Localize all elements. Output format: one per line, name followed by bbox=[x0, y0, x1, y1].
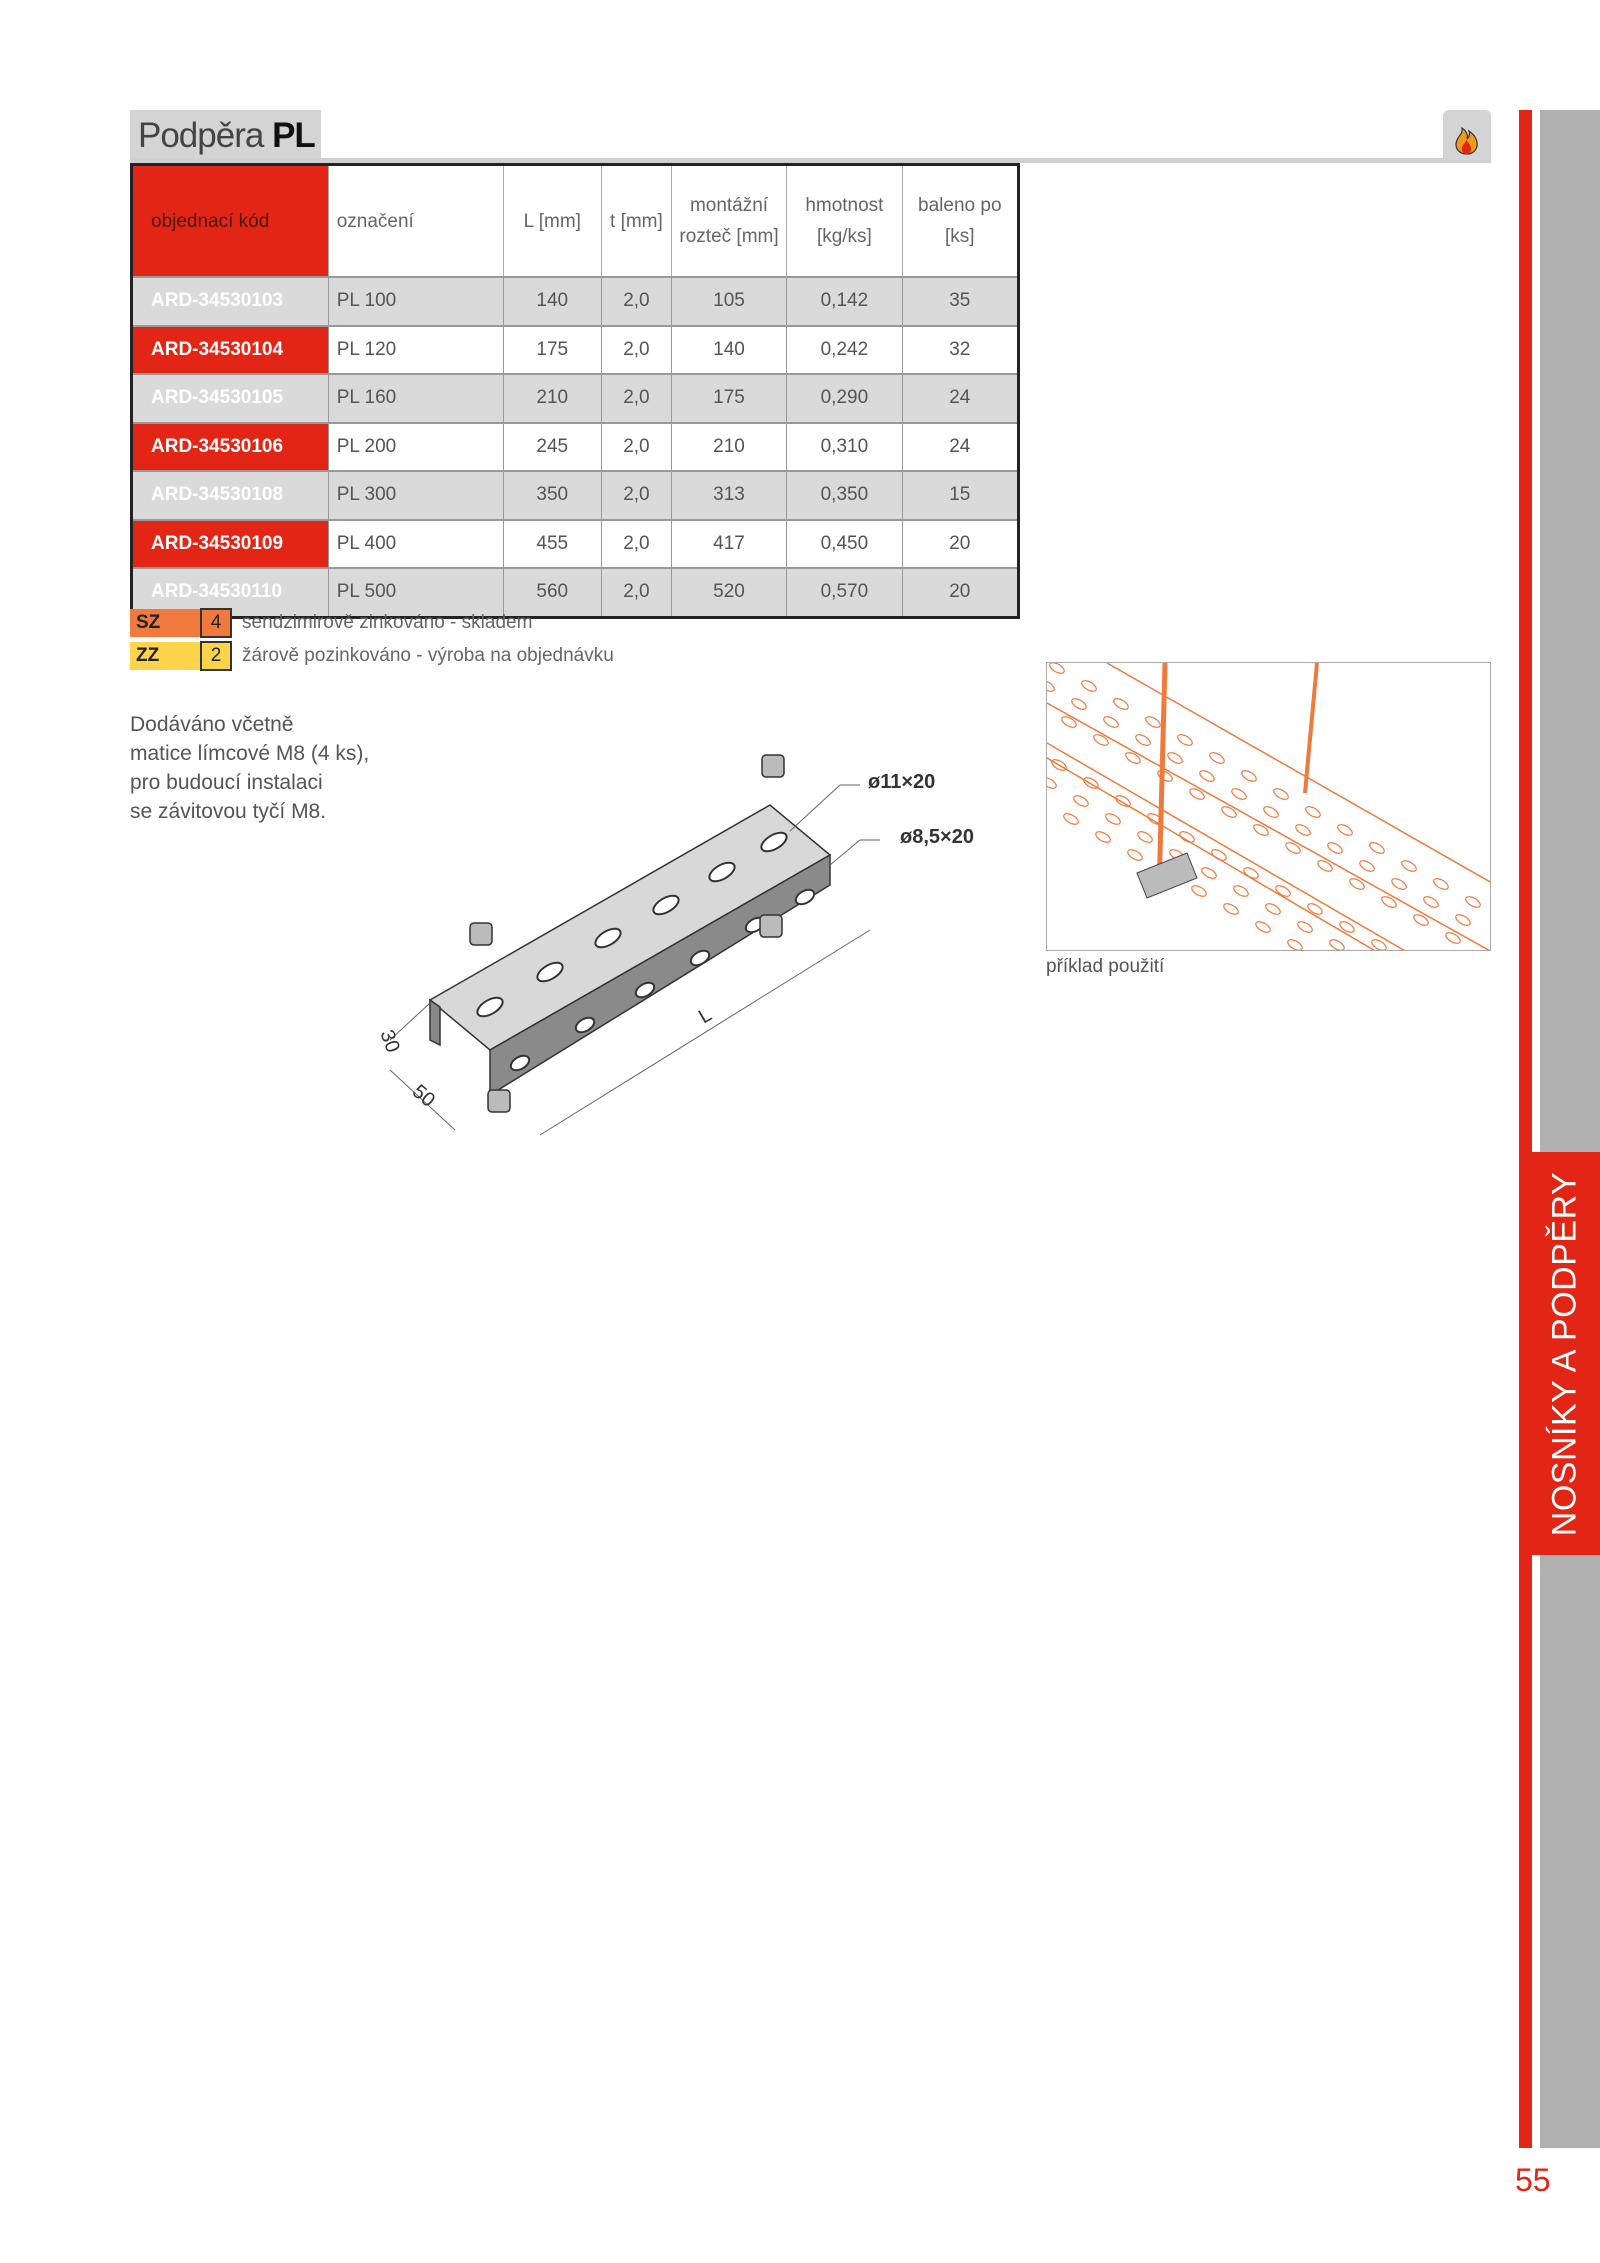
tray-hole bbox=[1124, 751, 1142, 766]
column-header: L [mm] bbox=[503, 165, 601, 278]
tray-hole bbox=[1326, 841, 1344, 856]
tray-hole bbox=[1254, 920, 1272, 935]
title-light: Podpěra bbox=[138, 116, 264, 155]
table-cell: 20 bbox=[902, 568, 1018, 617]
tray-hole bbox=[1444, 931, 1462, 946]
column-header: t [mm] bbox=[602, 165, 672, 278]
tray-hole bbox=[1390, 877, 1408, 892]
table-cell: 2,0 bbox=[602, 423, 672, 472]
usage-example-image bbox=[1046, 662, 1491, 951]
table-cell: 520 bbox=[671, 568, 786, 617]
table-cell: 0,242 bbox=[787, 326, 902, 375]
table-row bbox=[132, 277, 1019, 326]
tray-hole bbox=[1336, 823, 1354, 838]
tray-hole bbox=[1220, 805, 1238, 820]
order-code: ARD-34530110 bbox=[132, 568, 329, 617]
tray-hole bbox=[1454, 913, 1472, 928]
legend-num: 2 bbox=[200, 641, 232, 671]
tray-hole bbox=[1338, 920, 1356, 935]
tray-hole bbox=[1060, 715, 1078, 730]
tray-hole bbox=[1144, 715, 1162, 730]
tray-hole bbox=[1047, 679, 1056, 694]
tray-hole bbox=[1190, 884, 1208, 899]
table-cell: 210 bbox=[671, 423, 786, 472]
tray-hole bbox=[1232, 884, 1250, 899]
page-title bbox=[138, 116, 315, 156]
legend-text: žárově pozinkováno - výroba na objednávku bbox=[242, 645, 614, 666]
side-gray-bar bbox=[1540, 110, 1600, 2148]
tray-hole bbox=[1296, 920, 1314, 935]
tray-hole bbox=[1047, 794, 1048, 809]
dim-width: 50 bbox=[407, 1080, 440, 1112]
tray-hole bbox=[1348, 877, 1366, 892]
table-cell: 0,350 bbox=[787, 471, 902, 520]
table-cell: 455 bbox=[503, 520, 601, 569]
product-table bbox=[130, 163, 1020, 619]
table-cell: 32 bbox=[902, 326, 1018, 375]
table-cell: 350 bbox=[503, 471, 601, 520]
table-cell: 0,290 bbox=[787, 374, 902, 423]
tray-hole bbox=[1272, 787, 1290, 802]
tray-hole bbox=[1264, 902, 1282, 917]
tray-hole bbox=[1126, 848, 1144, 863]
legend-num: 4 bbox=[200, 608, 232, 638]
tray-hole bbox=[1400, 859, 1418, 874]
order-code: ARD-34530103 bbox=[132, 277, 329, 326]
title-bold: PL bbox=[272, 116, 315, 155]
legend-key: ZZ bbox=[130, 642, 200, 670]
table-cell: 105 bbox=[671, 277, 786, 326]
table-cell: 2,0 bbox=[602, 520, 672, 569]
tray-hole bbox=[1102, 715, 1120, 730]
table-cell: 15 bbox=[902, 471, 1018, 520]
tray-hole bbox=[1156, 769, 1174, 784]
tray-hole bbox=[1210, 848, 1228, 863]
tray-hole bbox=[1094, 830, 1112, 845]
tray-hole bbox=[1198, 769, 1216, 784]
tray-hole bbox=[1412, 913, 1430, 928]
tray-hole bbox=[1252, 823, 1270, 838]
side-red-bar bbox=[1519, 110, 1532, 2148]
tray-hole bbox=[1316, 859, 1334, 874]
table-cell: 210 bbox=[503, 374, 601, 423]
table-cell: PL 160 bbox=[328, 374, 503, 423]
tray-hole bbox=[1432, 877, 1450, 892]
fire-icon bbox=[1443, 110, 1491, 160]
tray-hole bbox=[1380, 895, 1398, 910]
section-tab-label: NOSNÍKY A PODPĚRY bbox=[1545, 1171, 1584, 1536]
title-box bbox=[130, 110, 321, 160]
tray-hole bbox=[1286, 938, 1304, 951]
table-cell: PL 200 bbox=[328, 423, 503, 472]
table-cell: 0,142 bbox=[787, 277, 902, 326]
legend-zz bbox=[130, 642, 614, 670]
dim-hole-side: ø8,5×20 bbox=[900, 826, 974, 848]
dim-height: 30 bbox=[375, 1027, 404, 1056]
description-text: Dodáváno včetně matice límcové M8 (4 ks), pro budoucí instalaci se závitovou tyčí M8. bbox=[130, 713, 370, 823]
tray-hole bbox=[1047, 776, 1058, 791]
tray-hole bbox=[1176, 733, 1194, 748]
tray-hole bbox=[1104, 812, 1122, 827]
table-cell: 140 bbox=[671, 326, 786, 375]
table-cell: 0,310 bbox=[787, 423, 902, 472]
tray-hole bbox=[1112, 697, 1130, 712]
tray-hole bbox=[1070, 697, 1088, 712]
tray-hole bbox=[1222, 902, 1240, 917]
dim-length: L bbox=[694, 1003, 716, 1029]
column-header: montážní rozteč [mm] bbox=[671, 165, 786, 278]
tray-hole bbox=[1188, 787, 1206, 802]
table-cell: PL 500 bbox=[328, 568, 503, 617]
tray-hole bbox=[1294, 823, 1312, 838]
usage-caption: příklad použití bbox=[1046, 956, 1165, 977]
order-code: ARD-34530109 bbox=[132, 520, 329, 569]
legend-text: sendzimirově zinkováno - skladem bbox=[242, 612, 533, 633]
tray-hole bbox=[1134, 733, 1152, 748]
table-cell: 417 bbox=[671, 520, 786, 569]
column-header: hmotnost [kg/ks] bbox=[787, 165, 902, 278]
legend-key: SZ bbox=[130, 609, 200, 637]
tray-hole bbox=[1464, 895, 1482, 910]
legend-sz bbox=[130, 609, 532, 637]
tray-hole bbox=[1072, 794, 1090, 809]
tray-hole bbox=[1062, 812, 1080, 827]
tray-hole bbox=[1422, 895, 1440, 910]
tray-hole bbox=[1240, 769, 1258, 784]
page-number: 55 bbox=[1515, 2162, 1551, 2198]
table-cell: PL 100 bbox=[328, 277, 503, 326]
section-tab bbox=[1530, 1152, 1600, 1555]
dim-hole-top: ø11×20 bbox=[868, 771, 936, 793]
tray-hole bbox=[1306, 902, 1324, 917]
table-cell: 245 bbox=[503, 423, 601, 472]
tray-hole bbox=[1358, 859, 1376, 874]
table-cell: 2,0 bbox=[602, 374, 672, 423]
table-cell: 2,0 bbox=[602, 326, 672, 375]
table-cell: 24 bbox=[902, 423, 1018, 472]
order-code: ARD-34530108 bbox=[132, 471, 329, 520]
table-row bbox=[132, 471, 1019, 520]
tray-hole bbox=[1080, 679, 1098, 694]
tray-hole bbox=[1284, 841, 1302, 856]
tray-hole bbox=[1208, 751, 1226, 766]
table-cell: PL 120 bbox=[328, 326, 503, 375]
tray-hole bbox=[1368, 841, 1386, 856]
table-cell: 2,0 bbox=[602, 471, 672, 520]
order-code: ARD-34530104 bbox=[132, 326, 329, 375]
tray-hole bbox=[1092, 733, 1110, 748]
column-header: objednací kód bbox=[132, 165, 329, 278]
table-cell: 2,0 bbox=[602, 277, 672, 326]
order-code: ARD-34530105 bbox=[132, 374, 329, 423]
tray-hole bbox=[1048, 663, 1066, 675]
table-cell: PL 400 bbox=[328, 520, 503, 569]
tray-hole bbox=[1136, 830, 1154, 845]
table-cell: PL 300 bbox=[328, 471, 503, 520]
table-cell: 175 bbox=[671, 374, 786, 423]
tray-hole bbox=[1328, 938, 1346, 951]
table-cell: 2,0 bbox=[602, 568, 672, 617]
table-row bbox=[132, 326, 1019, 375]
table-cell: 20 bbox=[902, 520, 1018, 569]
column-header: označení bbox=[328, 165, 503, 278]
table-cell: 0,450 bbox=[787, 520, 902, 569]
tray-hole bbox=[1114, 794, 1132, 809]
table-cell: 140 bbox=[503, 277, 601, 326]
tray-hole bbox=[1304, 805, 1322, 820]
product-drawing bbox=[360, 745, 1000, 1145]
tray-hole bbox=[1166, 751, 1184, 766]
table-cell: 560 bbox=[503, 568, 601, 617]
table-row bbox=[132, 423, 1019, 472]
tray-hole bbox=[1230, 787, 1248, 802]
order-code: ARD-34530106 bbox=[132, 423, 329, 472]
table-row bbox=[132, 374, 1019, 423]
tray-hole bbox=[1262, 805, 1280, 820]
table-cell: 175 bbox=[503, 326, 601, 375]
table-cell: 35 bbox=[902, 277, 1018, 326]
table-cell: 313 bbox=[671, 471, 786, 520]
table-row bbox=[132, 520, 1019, 569]
table-cell: 0,570 bbox=[787, 568, 902, 617]
tray-hole bbox=[1200, 866, 1218, 881]
tray-hole bbox=[1178, 830, 1196, 845]
column-header: baleno po [ks] bbox=[902, 165, 1018, 278]
table-cell: 24 bbox=[902, 374, 1018, 423]
